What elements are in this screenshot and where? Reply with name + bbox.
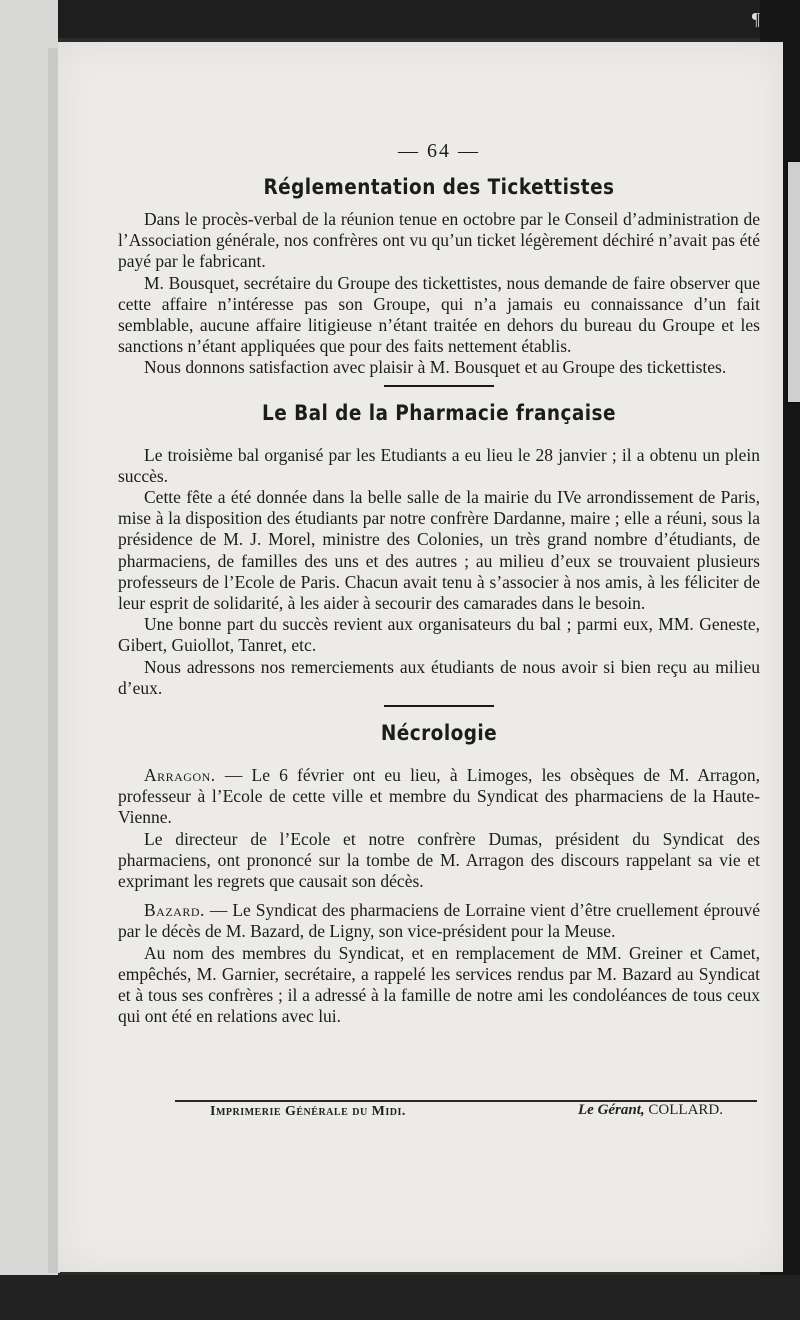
page-content bbox=[118, 140, 760, 1028]
paragraph: M. Bousquet, secrétaire du Groupe des tickettistes, nous demande de faire observer que cette affaire n’intéresse pas son Groupe, qui n’a jamais eu connaissance d’un fait semblable, aucune affaire litigieuse n’étant traitée en dehors du bureau du Groupe et les sanctions n’étant appliquées que pour des faits nettement établis. bbox=[118, 272, 760, 357]
page-number: — 64 — bbox=[398, 140, 480, 162]
paragraph: Nous donnons satisfaction avec plaisir à M. Bousquet et au Groupe des tickettistes. bbox=[144, 357, 727, 378]
paragraph: Nous adressons nos remerciements aux étudiants de nous avoir si bien reçu au milieu d’eux. bbox=[118, 656, 760, 698]
section-title-necrologie: Nécrologie bbox=[380, 721, 498, 746]
page-corner-mark: ¶ bbox=[751, 9, 761, 29]
paragraph: Le directeur de l’Ecole et notre confrère Dumas, président du Syndicat des pharmaciens, ont prononcé sur la tombe de M. Arragon des discours rappelant sa vie et exprimant les regrets que causait son décès. bbox=[118, 828, 760, 892]
manager-label: Le Gérant, bbox=[578, 1102, 645, 1118]
section-title-bal: Le Bal de la Pharmacie française bbox=[262, 400, 616, 425]
obituary-name: Bazard. bbox=[144, 900, 205, 921]
paragraph: Une bonne part du succès revient aux organisateurs du bal ; parmi eux, MM. Geneste, Gibert, Guiollot, Tanret, etc. bbox=[118, 614, 760, 656]
manager-signature bbox=[578, 1102, 723, 1119]
section-title-reglementation: Réglementation des Tickettistes bbox=[263, 175, 615, 199]
paragraph: Dans le procès-verbal de la réunion tenue en octobre par le Conseil d’administration de l’Association générale, nos confrères ont vu qu’un ticket légèrement déchiré n’avait pas été payé par le fabricant. bbox=[118, 209, 760, 272]
manager-name: COLLARD. bbox=[648, 1102, 724, 1118]
obituary-text: — Le 6 février ont eu lieu, à Limoges, les obsèques de M. Arragon, professeur à l’Ecole de cette ville et membre du Syndicat des pharmaciens de la Haute-Vienne. bbox=[118, 765, 760, 828]
side-tab-marker bbox=[786, 160, 800, 404]
obituary-text: — Le Syndicat des pharmaciens de Lorraine vient d’être cruellement éprouvé par le décès de M. Bazard, de Ligny, son vice-président pour la Meuse. bbox=[118, 900, 760, 942]
obituary-bazard bbox=[118, 900, 760, 942]
paragraph: Au nom des membres du Syndicat, et en remplacement de MM. Greiner et Camet, empêchés, M. Garnier, secrétaire, a rappelé les services rendus par M. Bazard au Syndicat et à tous ses confrères ; il a adressé à la famille de notre ami les condoléances de tous ceux qui ont été en relations avec lui. bbox=[118, 942, 760, 1027]
paragraph: Cette fête a été donnée dans la belle salle de la mairie du IVe arrondissement de Paris, mise à la disposition des étudiants par notre confrère Dardanne, maire ; elle a réuni, sous la présidence de M. J. Morel, ministre des Colonies, un très grand nombre d’étudiants, de pharmaciens, de familles des uns et des autres ; au milieu d’eux se trouvaient plusieurs professeurs de l’Ecole de Paris. Chacun avait tenu à s’associer à nos amis, à les féliciter de leur esprit de solidarité, à les aider à secourir des camarades dans le besoin. bbox=[118, 487, 760, 614]
scan-top-edge bbox=[0, 0, 800, 38]
obituary-arragon bbox=[118, 765, 760, 829]
section-divider bbox=[384, 385, 494, 387]
obituary-name: Arragon. bbox=[144, 765, 216, 786]
paragraph: Le troisième bal organisé par les Etudiants a eu lieu le 28 janvier ; il a obtenu un plein succès. bbox=[118, 444, 760, 486]
scan-bottom-edge bbox=[0, 1275, 800, 1320]
printer-imprint: Imprimerie Générale du Midi. bbox=[210, 1104, 406, 1119]
section-divider bbox=[384, 705, 494, 707]
